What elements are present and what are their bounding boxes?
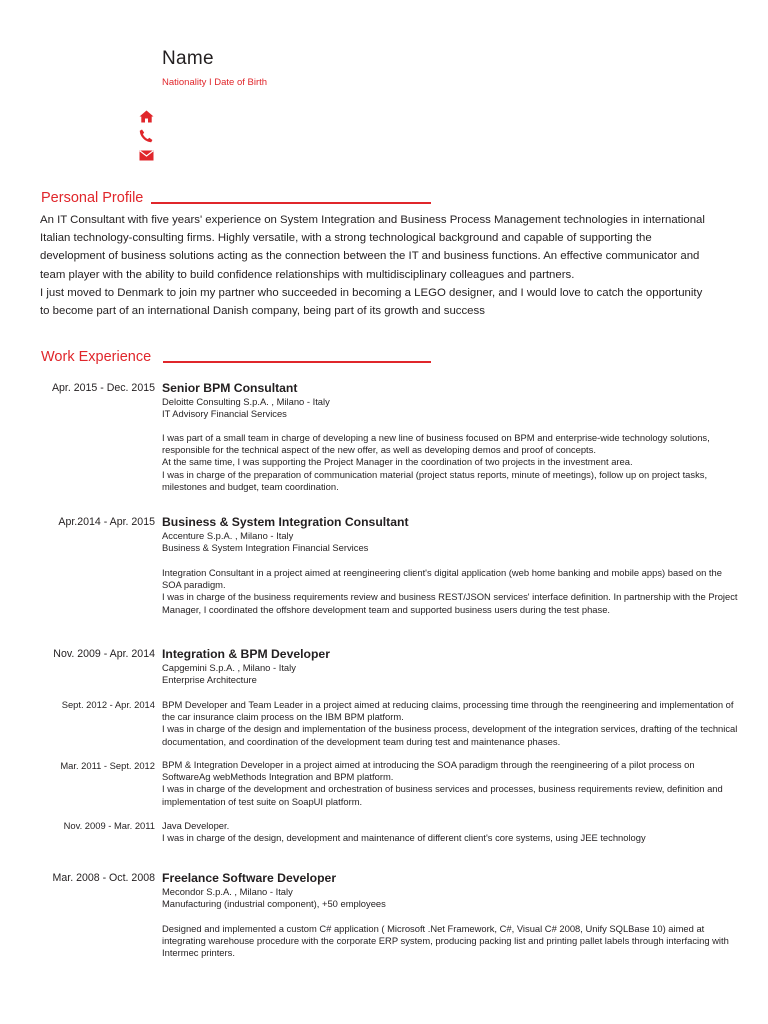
- description-line: At the same time, I was supporting the Project Manager in the coordination of two projects in the investment area.: [162, 456, 633, 468]
- job-title: Freelance Software Developer: [162, 871, 337, 885]
- job-description: [162, 567, 742, 616]
- profile-text: [40, 211, 708, 320]
- job-dates: Nov. 2009 - Apr. 2014: [53, 648, 155, 660]
- job-dates: Apr. 2015 - Dec. 2015: [51, 382, 155, 394]
- subrole-dates: Sept. 2012 - Apr. 2014: [61, 699, 155, 710]
- subrole-dates: Nov. 2009 - Mar. 2011: [63, 820, 155, 831]
- job-description: [162, 923, 742, 960]
- section-divider: [151, 202, 431, 204]
- job-dates: Apr.2014 - Apr. 2015: [58, 516, 155, 528]
- subrole-description: [162, 820, 742, 844]
- job-unit: Enterprise Architecture: [162, 674, 257, 685]
- description-line: I was in charge of the development and orchestration of business services and processes, business requirements review, definition and implementation of test suite on SoapUI platform.: [162, 783, 723, 807]
- description-line: Designed and implemented a custom C# application ( Microsoft .Net Framework, C#, Visual C# 2008, Unify SQLBase 10) aimed at integrating warehouse procedure with the corporate ERP system, producing packing list and printing pallet labels through interfacing with Intermec printers.: [162, 923, 729, 959]
- job-title: Senior BPM Consultant: [162, 381, 298, 395]
- job-dates: Mar. 2008 - Oct. 2008: [52, 872, 155, 884]
- description-line: Integration Consultant in a project aimed at reengineering client's digital application (web home banking and mobile apps) based on the SOA paradigm.: [162, 567, 722, 591]
- description-line: I was in charge of the preparation of communication material (project status reports, minute of meetings), follow up on project tasks, milestones and budget, team coordination.: [162, 468, 708, 492]
- description-line: BPM & Integration Developer in a project aimed at introducing the SOA paradigm through the reengineering of a pilot process on SoftwareAg webMethods Integration and BPM platform.: [162, 759, 695, 783]
- job-description: [162, 432, 742, 493]
- home-icon: [139, 110, 155, 124]
- description-line: BPM Developer and Team Leader in a project aimed at reducing claims, processing time through the reengineering and implementation of the car insurance claim process on the IBM BPM platform.: [162, 699, 734, 723]
- job-title: Business & System Integration Consultant: [162, 515, 409, 529]
- candidate-name: Name: [162, 48, 214, 69]
- job-company: Deloitte Consulting S.p.A. , Milano - Italy: [162, 396, 330, 407]
- section-title-work: Work Experience: [41, 349, 152, 365]
- phone-icon: [139, 129, 155, 143]
- nationality-dob: Nationality I Date of Birth: [162, 77, 268, 88]
- subrole-dates: Mar. 2011 - Sept. 2012: [60, 760, 155, 771]
- subrole-description: [162, 759, 742, 808]
- description-line: I was part of a small team in charge of developing a new line of business focused on BPM and enterprise-wide technology solutions, responsible for the technical aspect of the new offer, as well as developing demos and proof of concepts.: [162, 432, 710, 456]
- section-divider: [163, 361, 431, 363]
- job-unit: IT Advisory Financial Services: [162, 408, 287, 419]
- mail-icon: [139, 150, 155, 164]
- job-company: Capgemini S.p.A. , Milano - Italy: [162, 662, 296, 673]
- profile-paragraph: I just moved to Denmark to join my partner who succeeded in becoming a LEGO designer, and I would love to catch the opportunity to become part of an international Danish company, being part of its growth and success: [40, 286, 703, 318]
- job-title: Integration & BPM Developer: [162, 647, 330, 661]
- description-line: I was in charge of the business requirements review and business REST/JSON services' interface definition. In partnership with the Project Manager, I coordinated the offshore development team and supported business users during the test phase.: [162, 591, 738, 615]
- job-unit: Business & System Integration Financial Services: [162, 542, 369, 553]
- description-line: I was in charge of the design and implementation of the business process, development of the integration services, drafting of the technical documentation, and coordination of the development team during test and maintenance phases.: [162, 723, 738, 747]
- profile-paragraph: An IT Consultant with five years' experience on System Integration and Business Process Management technologies in international Italian technology-consulting firms. Highly versatile, with a strong technological background and capable of supporting the development of business solutions acting as the connection between the IT and business functions. An effective communicator and team player with the ability to build confidence relationships with multidisciplinary colleagues and partners.: [40, 214, 705, 281]
- subrole-description: [162, 699, 742, 748]
- section-title-profile: Personal Profile: [41, 190, 144, 206]
- description-line: Java Developer.: [162, 820, 230, 831]
- job-company: Accenture S.p.A. , Milano - Italy: [162, 530, 294, 541]
- job-unit: Manufacturing (industrial component), +50 employees: [162, 898, 386, 909]
- job-company: Mecondor S.p.A. , Milano - Italy: [162, 886, 293, 897]
- description-line: I was in charge of the design, development and maintenance of different client's core systems, using JEE technology: [162, 832, 646, 844]
